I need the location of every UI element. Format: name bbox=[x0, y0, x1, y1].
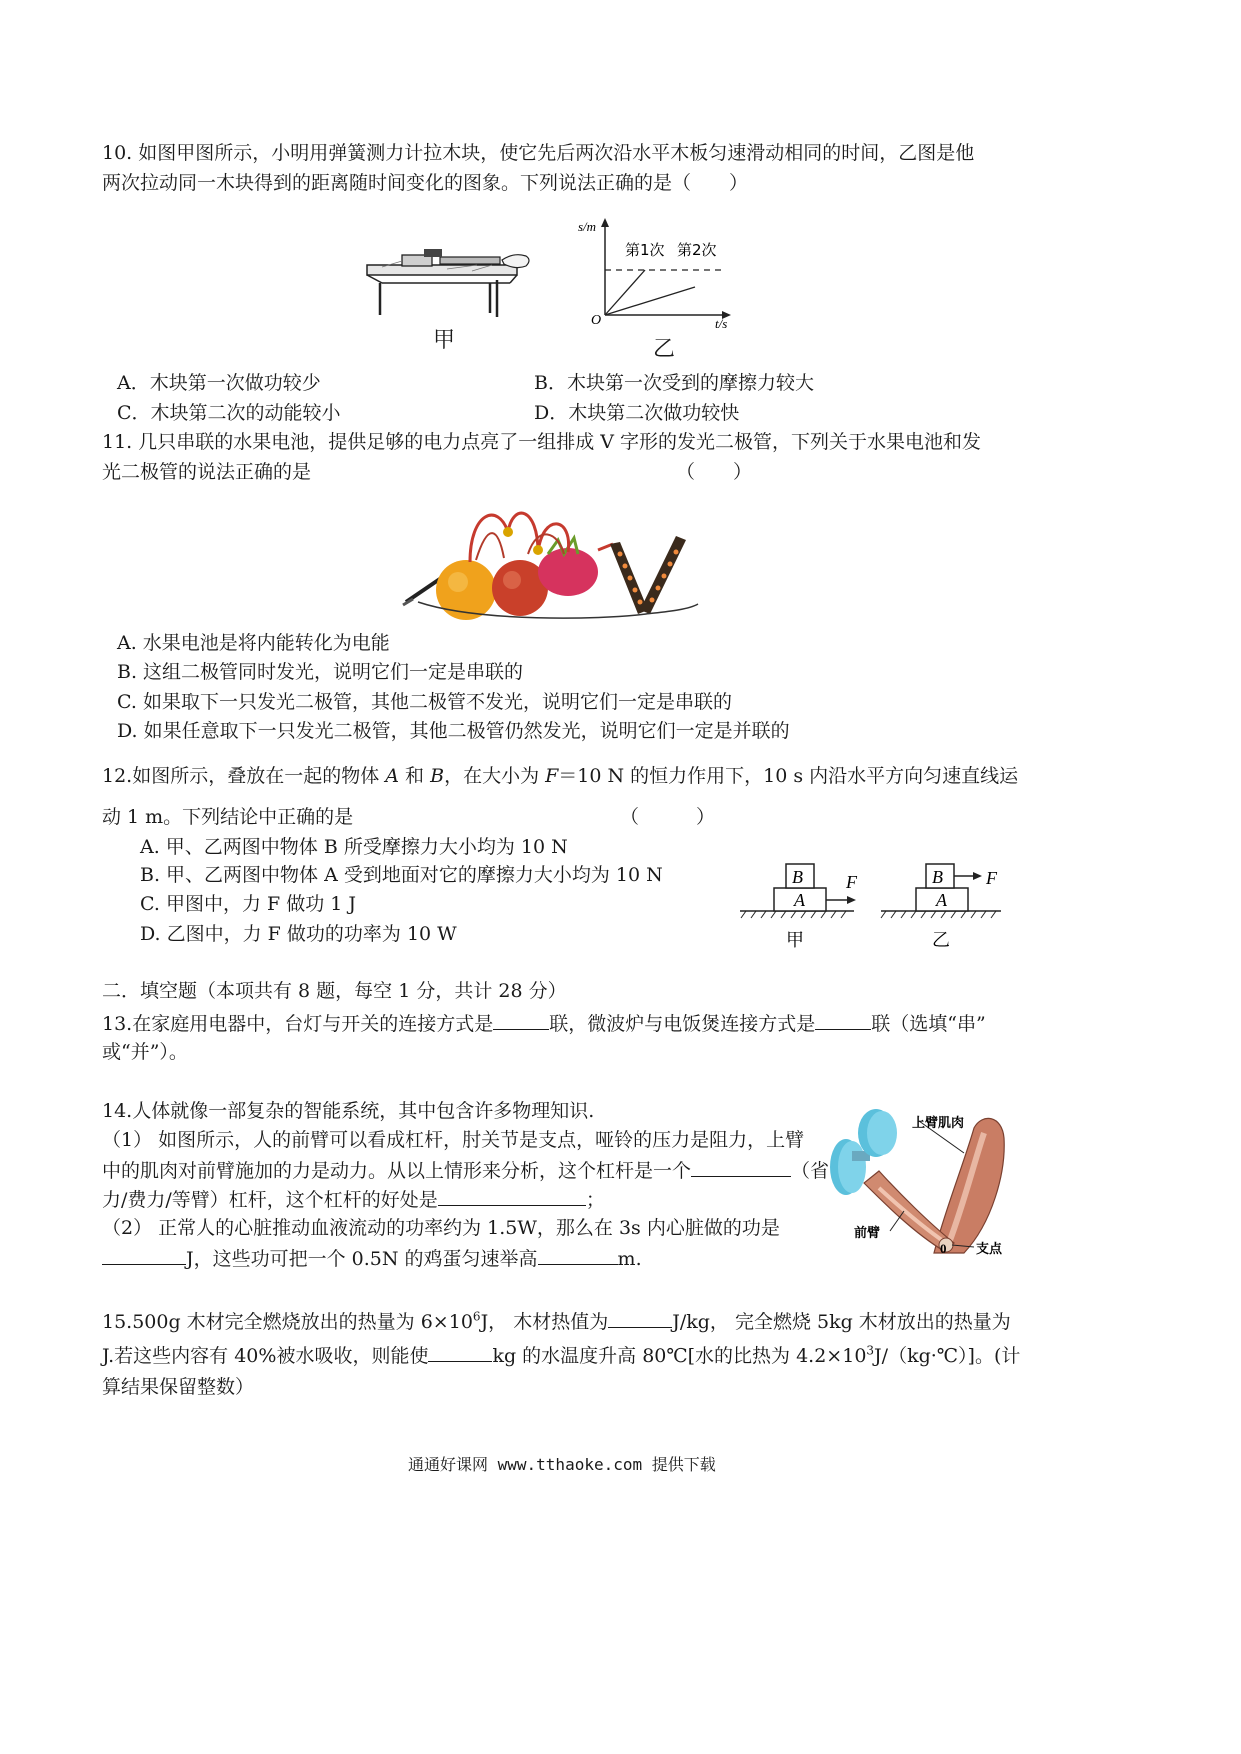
label-forearm: 前臂 bbox=[854, 1226, 881, 1241]
q12-label-yi: 乙 bbox=[932, 930, 950, 951]
q15-line1: 15.500g 木材完全燃烧放出的热量为 $6\times 10^6J$， 木材热值为 J/kg， 完全燃烧 5kg 木材放出的热量为 bbox=[102, 1307, 1011, 1335]
graph-legend-2: 第2次 bbox=[677, 241, 717, 259]
graph-ylabel: s/m bbox=[578, 219, 597, 234]
answer-blank[interactable] bbox=[428, 1341, 492, 1362]
q10-option-c: C．木块第二次的动能较小 bbox=[117, 402, 341, 424]
q10-option-d: D．木块第二次做功较快 bbox=[534, 402, 740, 424]
q12-block-figures bbox=[736, 858, 1006, 953]
q11-line1: 11. 几只串联的水果电池，提供足够的电力点亮了一组排成 V 字形的发光二极管，下列关于水果电池和发 bbox=[102, 431, 982, 453]
q12-answer-paren: （ ） bbox=[620, 806, 716, 828]
q11-option-b: B. 这组二极管同时发光，说明它们一定是串联的 bbox=[117, 661, 524, 683]
svg-text:B: B bbox=[792, 867, 803, 887]
section-2-heading: 二．填空题（本项共有 8 题，每空 1 分，共计 28 分） bbox=[102, 980, 567, 1002]
q14-line3: 中的肌肉对前臂施加的力是动力。从以上情形来分析，这个杠杆是一个 （省 bbox=[102, 1156, 829, 1184]
q13-line1: 13.在家庭用电器中，台灯与开关的连接方式是 联，微波炉与电饭煲连接方式是 联（选填“串” bbox=[102, 1009, 986, 1037]
answer-blank[interactable] bbox=[438, 1185, 586, 1206]
q14-line6: J，这些功可把一个 0.5N 的鸡蛋匀速举高 m. bbox=[102, 1244, 642, 1272]
q14-line4: 力/费力/等臂）杠杆，这个杠杆的好处是 ； bbox=[102, 1185, 605, 1213]
q10-option-b: B．木块第一次受到的摩擦力较大 bbox=[534, 372, 814, 394]
answer-blank[interactable] bbox=[102, 1244, 186, 1265]
label-upper-arm-muscle: 上臂肌肉 bbox=[912, 1116, 965, 1131]
answer-blank[interactable] bbox=[538, 1244, 618, 1265]
answer-blank[interactable] bbox=[815, 1009, 871, 1030]
q10-line2: 两次拉动同一木块得到的距离随时间变化的图象。下列说法正确的是（ ） bbox=[102, 172, 749, 194]
q10-label-jia: 甲 bbox=[433, 328, 456, 353]
answer-blank[interactable] bbox=[493, 1009, 549, 1030]
q10-option-a: A．木块第一次做功较少 bbox=[117, 372, 321, 394]
q14-arm-lever-figure bbox=[824, 1093, 1014, 1265]
svg-text:F: F bbox=[986, 868, 997, 888]
q10-graph-yi bbox=[575, 215, 740, 330]
svg-text:B: B bbox=[932, 867, 943, 887]
svg-text:A: A bbox=[936, 890, 947, 910]
q11-answer-paren: （ ） bbox=[676, 461, 753, 483]
answer-blank[interactable] bbox=[608, 1307, 672, 1328]
q12-option-c: C. 甲图中，力 F 做功 1 J bbox=[140, 893, 356, 915]
page-footer: 通通好课网 www.tthaoke.com 提供下载 bbox=[408, 1455, 716, 1474]
graph-origin: O bbox=[591, 313, 602, 328]
graph-xlabel: t/s bbox=[715, 316, 728, 330]
q12-line2: 动 1 m。下列结论中正确的是 bbox=[102, 806, 354, 828]
q13-line2: 或“并”）。 bbox=[102, 1041, 188, 1063]
svg-text:F: F bbox=[846, 872, 857, 892]
answer-blank[interactable] bbox=[691, 1156, 791, 1177]
q12-label-jia: 甲 bbox=[786, 930, 804, 951]
q11-option-a: A. 水果电池是将内能转化为电能 bbox=[117, 632, 390, 654]
label-pivot: 支点 bbox=[976, 1242, 1003, 1257]
q11-option-d: D. 如果任意取下一只发光二极管，其他二极管仍然发光，说明它们一定是并联的 bbox=[117, 720, 790, 742]
svg-text:A: A bbox=[794, 890, 805, 910]
q11-fruit-battery-photo bbox=[398, 492, 703, 627]
q15-line2: J.若这些内容有 40%被水吸收，则能使 kg 的水温度升高 80℃[水的比热为 $4.2\times 10^3J/(kg\cdot℃)$]。(计 bbox=[102, 1341, 1020, 1369]
q12-option-a: A. 甲、乙两图中物体 B 所受摩擦力大小均为 10 N bbox=[140, 836, 568, 858]
q11-line2: 光二极管的说法正确的是 bbox=[102, 461, 312, 483]
q12-option-d: D. 乙图中，力 F 做功的功率为 10 W bbox=[140, 923, 457, 945]
q14-line5: （2） 正常人的心脏推动血液流动的功率约为 1.5W，那么在 3s 内心脏做的功是 bbox=[102, 1217, 780, 1239]
q14-line2: （1） 如图所示，人的前臂可以看成杠杆，肘关节是支点，哑铃的压力是阻力，上臂 bbox=[102, 1129, 805, 1151]
q10-figure-jia bbox=[362, 235, 547, 320]
q12-line1: 12.如图所示，叠放在一起的物体 A 和 B，在大小为 F＝10 N 的恒力作用下，10 s 内沿水平方向匀速直线运 bbox=[102, 765, 1019, 787]
q15-line3: 算结果保留整数） bbox=[102, 1376, 255, 1398]
q10-line1: 10. 如图甲图所示，小明用弹簧测力计拉木块，使它先后两次沿水平木板匀速滑动相同的时间，乙图是他 bbox=[102, 142, 975, 164]
q12-option-b: B. 甲、乙两图中物体 A 受到地面对它的摩擦力大小均为 10 N bbox=[140, 864, 663, 886]
q10-label-yi: 乙 bbox=[653, 337, 676, 362]
q14-line1: 14.人体就像一部复杂的智能系统，其中包含许多物理知识. bbox=[102, 1100, 595, 1122]
label-zero: 0 bbox=[940, 1241, 947, 1256]
q11-option-c: C. 如果取下一只发光二极管，其他二极管不发光，说明它们一定是串联的 bbox=[117, 691, 732, 713]
graph-legend-1: 第1次 bbox=[625, 241, 665, 259]
